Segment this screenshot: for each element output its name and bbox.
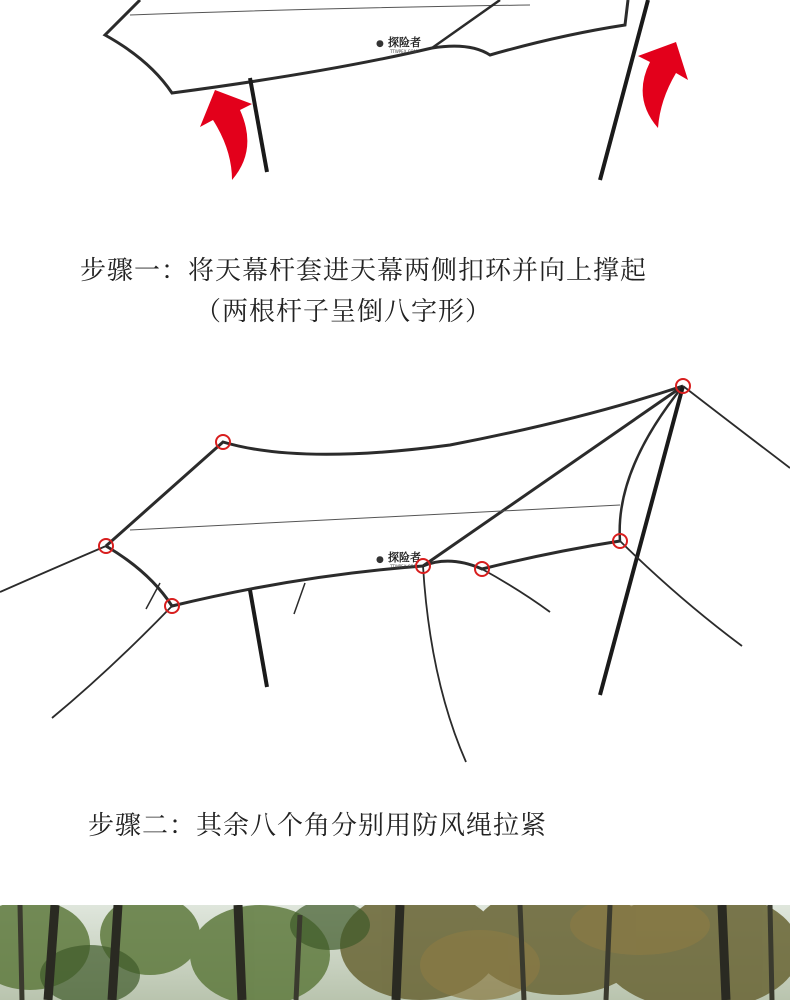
up-arrow-icon [638, 42, 688, 128]
step1-caption-line1: 步骤一：将天幕杆套进天幕两侧扣环并向上撑起 [80, 256, 648, 286]
step2-illustration [0, 360, 790, 780]
loose-strap [294, 583, 305, 614]
guy-line [683, 386, 790, 468]
brand-logo [376, 35, 421, 54]
loose-strap [146, 583, 160, 609]
tarp-bottom-edge [106, 541, 620, 606]
tarp-outline [105, 0, 628, 93]
brand-logo-subtext: TTWPEX.COM [390, 564, 418, 569]
forest-photo-art [0, 905, 790, 1000]
step1-caption-line2: （两根杆子呈倒八字形） [195, 297, 493, 327]
tarp-edge [432, 0, 500, 48]
guy-line [423, 566, 466, 762]
up-arrow-icon [200, 90, 252, 180]
step1-illustration [0, 0, 790, 210]
tarp-top-edge [106, 386, 683, 546]
pole-left [250, 78, 267, 172]
guy-lines [0, 386, 790, 762]
tarp-ridge [423, 386, 683, 566]
anchor-points [99, 379, 690, 613]
guy-line [0, 546, 106, 592]
forest-photo [0, 905, 790, 1000]
tarp-setup-drawing [0, 0, 790, 210]
brand-logo-text: 探险者 [388, 36, 421, 49]
pole-left [250, 590, 267, 687]
step2-caption: 步骤二：其余八个角分别用防风绳拉紧 [88, 811, 548, 841]
tarp-seam [130, 505, 620, 530]
brand-logo [376, 550, 421, 569]
tarp-seam [130, 5, 530, 15]
guy-line [52, 606, 172, 718]
brand-logo-subtext: TTWPEX.COM [390, 49, 418, 54]
svg-text:●: ● [376, 39, 384, 49]
svg-text:●: ● [376, 555, 384, 565]
guy-line [482, 569, 550, 612]
brand-logo-text: 探险者 [388, 551, 421, 564]
tarp-guyline-drawing [0, 360, 790, 780]
